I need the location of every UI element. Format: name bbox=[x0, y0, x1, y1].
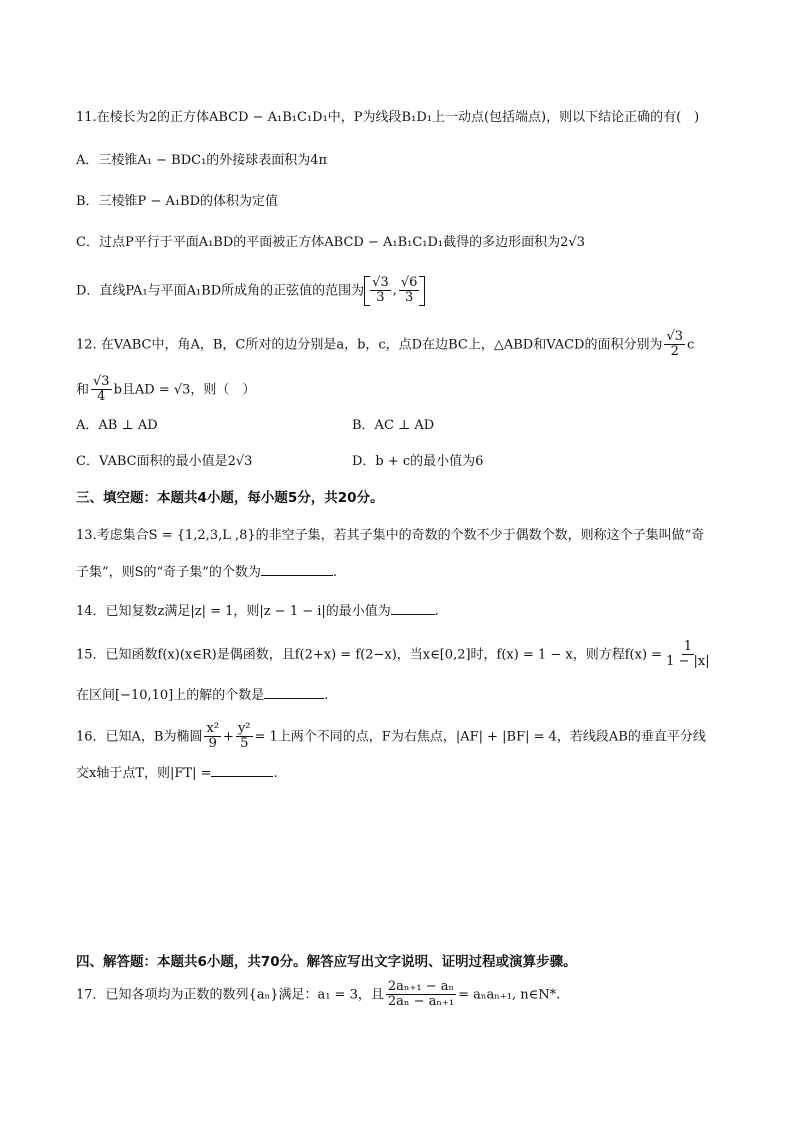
q15-text2: 在区间[−10,10]上的解的个数是 bbox=[76, 688, 265, 703]
q17-text: 17．已知各项均为正数的数列{aₙ}满足：a₁ = 3，且 bbox=[76, 987, 384, 1003]
q11-option-d-text: D．直线PA₁与平面A₁BD所成角的正弦值的范围为 bbox=[76, 283, 365, 299]
frac-num: √3 bbox=[372, 275, 389, 290]
q15-end: . bbox=[324, 688, 329, 703]
section-4-heading: 四、解答题：本题共6小题，共70分。解答应写出文字说明、证明过程或演算步骤。 bbox=[76, 954, 577, 970]
section-3-heading: 三、填空题：本题共4小题，每小题5分，共20分。 bbox=[76, 490, 384, 506]
q14-answer-blank bbox=[391, 600, 435, 615]
q12-option-d: D．b + c的最小值为6 bbox=[352, 454, 484, 469]
frac-num: y² bbox=[237, 721, 251, 736]
q12-stem bbox=[76, 330, 694, 360]
q15-text: 15．已知函数f(x)(x∈R)是偶函数，且f(2+x) = f(2−x)，当x∈[0,2]时，f(x) = 1 − x，则方程f(x) = bbox=[76, 647, 663, 663]
frac-den: 2aₙ − aₙ₊₁ bbox=[387, 994, 455, 1010]
q11-option-c: C．过点P平行于平面A₁BD的平面被正方体ABCD − A₁B₁C₁D₁截得的多边形面积为2√3 bbox=[76, 235, 585, 250]
frac-num: 2aₙ₊₁ − aₙ bbox=[387, 979, 455, 994]
q13-line2 bbox=[76, 561, 337, 583]
frac-num: x² bbox=[206, 721, 220, 736]
q11-option-b: B．三棱锥P − A₁BD的体积为定值 bbox=[76, 194, 279, 209]
frac-num: √3 bbox=[666, 329, 684, 344]
q16-text-post: = 1上两个不同的点，F为右焦点，|AF| + |BF| = 4，若线段AB的垂直平分线 bbox=[254, 729, 706, 745]
q12-area-frac-2 bbox=[91, 375, 112, 405]
q13-answer-blank bbox=[261, 561, 333, 576]
q13-line1: 13.考虑集合S = {1,2,3,L ,8}的非空子集，若其子集中的奇数的个数不少于偶数个数，则称这个子集叫做“奇 bbox=[76, 528, 705, 543]
q17-frac bbox=[386, 980, 456, 1010]
range-sep: , bbox=[392, 282, 397, 298]
q16-answer-blank bbox=[211, 762, 273, 777]
q12-option-b: B．AC ⊥ AD bbox=[352, 418, 435, 433]
q14-text: 14．已知复数z满足|z| = 1，则|z − 1 − i|的最小值为 bbox=[76, 604, 391, 619]
frac-den: 2 bbox=[670, 344, 679, 360]
frac-num: √3 bbox=[93, 374, 110, 389]
q14 bbox=[76, 600, 439, 622]
q12-and: 和 bbox=[76, 382, 90, 398]
frac-num: 1 bbox=[683, 639, 692, 654]
q12-stem-line2 bbox=[76, 375, 255, 405]
q13-end: . bbox=[332, 565, 337, 580]
q11-stem: 11.在棱长为2的正方体ABCD − A₁B₁C₁D₁中，P为线段B₁D₁上一动点(包括端点)，则以下结论正确的有( ) bbox=[76, 110, 700, 125]
q12-var-c: c bbox=[687, 337, 695, 353]
frac-den: 4 bbox=[97, 389, 106, 405]
q16-ellipse-x bbox=[204, 722, 221, 752]
frac-den: 9 bbox=[208, 736, 217, 752]
q16-text: 16．已知A，B为椭圆 bbox=[76, 729, 203, 745]
q15-answer-blank bbox=[264, 684, 324, 699]
q13-text: 子集”，则S的“奇子集”的个数为 bbox=[76, 565, 261, 580]
q17-text-post: = aₙaₙ₊₁, n∈N*. bbox=[458, 987, 561, 1003]
frac-den: 1 − |x| bbox=[666, 654, 710, 670]
q14-end: . bbox=[434, 604, 439, 619]
q12-option-a: A．AB ⊥ AD bbox=[76, 418, 158, 433]
frac-num: √6 bbox=[400, 275, 418, 290]
q17 bbox=[76, 980, 560, 1010]
q12-stem-text2: b且AD = √3，则（ ） bbox=[113, 382, 256, 398]
q11-range-bracket bbox=[364, 276, 425, 306]
q12-stem-text: 12. 在VABC中，角A，B，C所对的边分别是a，b，c，点D在边BC上，△ABD和VACD的面积分别为 bbox=[76, 337, 663, 353]
q16-line1 bbox=[76, 722, 706, 752]
q15-line2 bbox=[76, 684, 328, 706]
q15-line1 bbox=[76, 640, 714, 670]
q11-range-high bbox=[399, 276, 420, 306]
frac-den: 5 bbox=[240, 736, 249, 752]
q16-ellipse-y bbox=[236, 722, 253, 752]
q12-option-c: C．VABC面积的最小值是2√3 bbox=[76, 454, 253, 469]
q16-end: . bbox=[273, 766, 278, 781]
q11-option-a: A．三棱锥A₁ − BDC₁的外接球表面积为4π bbox=[76, 153, 328, 168]
q16-text2: 交x轴于点T，则|FT| = bbox=[76, 766, 212, 781]
plus-sign: + bbox=[223, 729, 234, 745]
q16-line2 bbox=[76, 762, 278, 784]
q11-range-low bbox=[370, 276, 391, 306]
q15-frac bbox=[664, 640, 712, 670]
frac-den: 3 bbox=[376, 290, 385, 306]
q12-area-frac-1 bbox=[664, 330, 685, 360]
q11-option-d bbox=[76, 276, 425, 306]
frac-den: 3 bbox=[405, 290, 414, 306]
